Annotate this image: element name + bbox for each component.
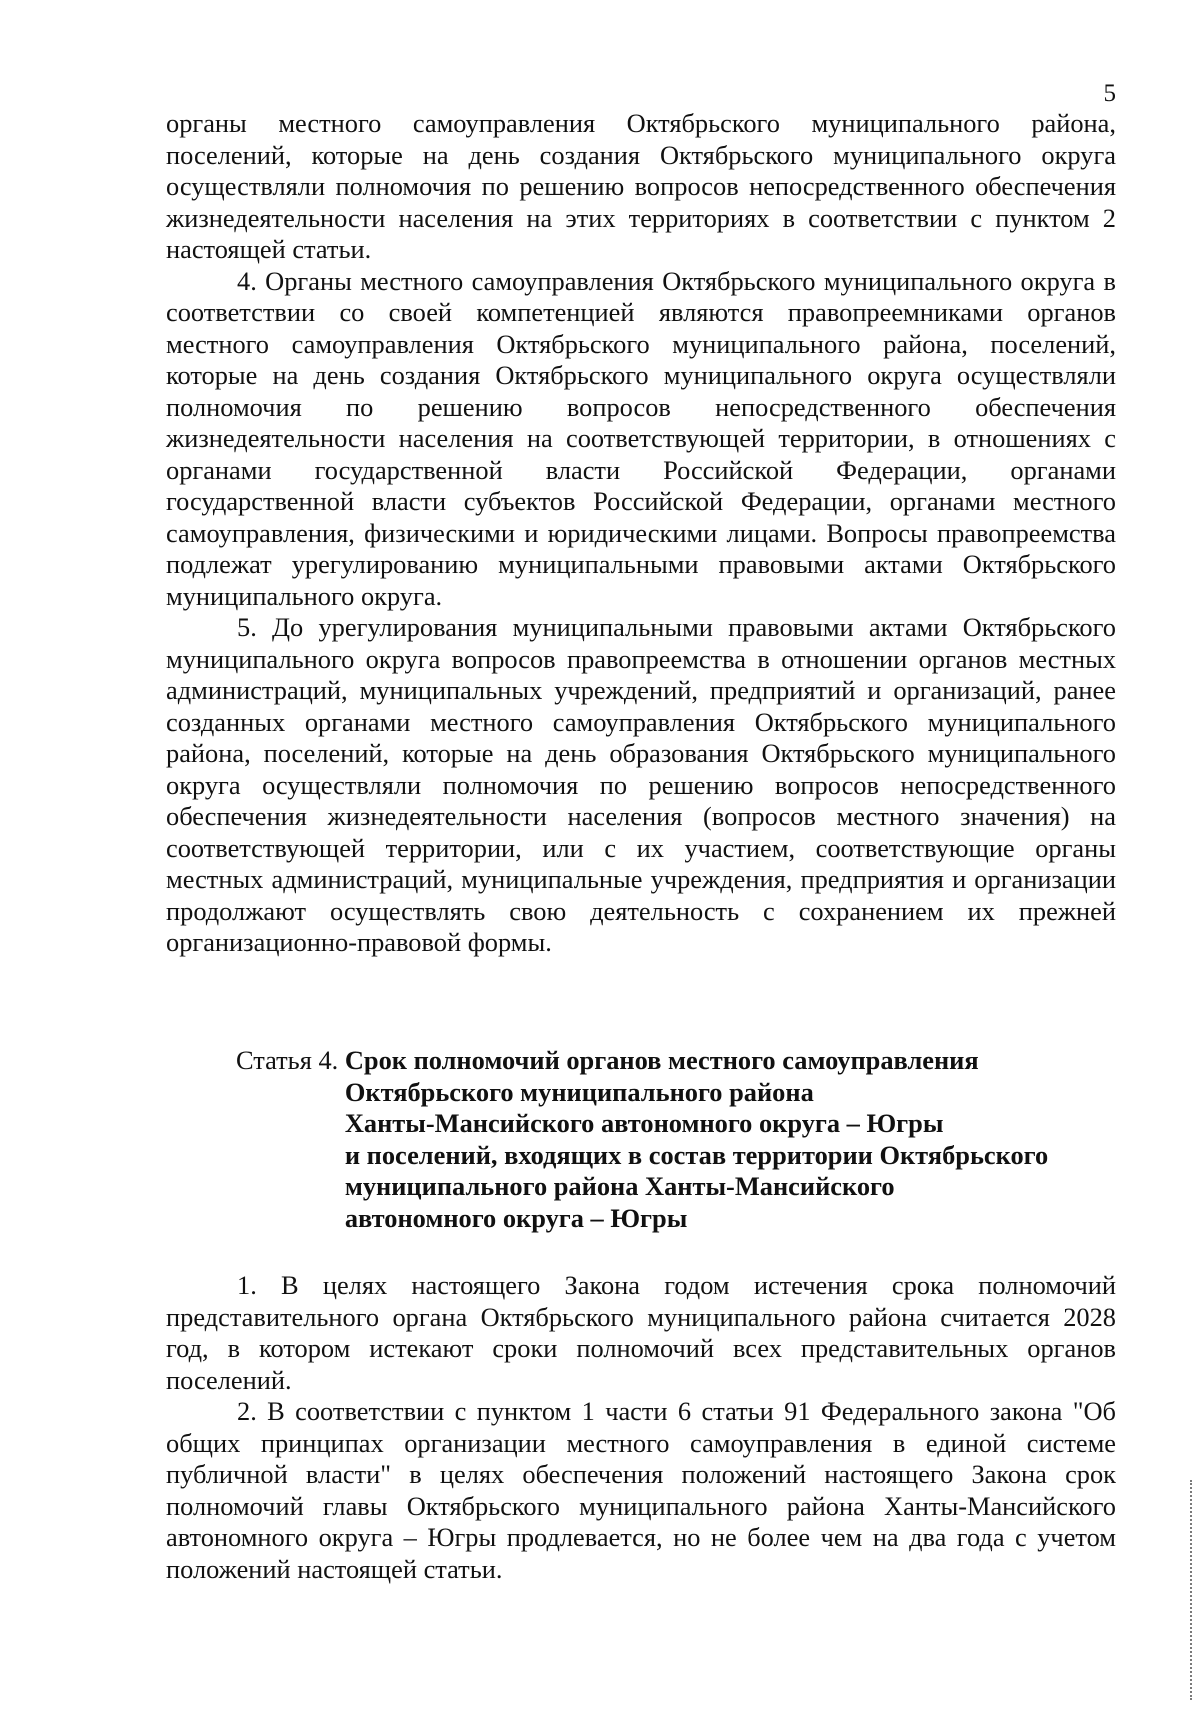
- article-4-title-line: и поселений, входящих в состав территории Октябрьского: [344, 1139, 1049, 1170]
- article-4-title-line: Октябрьского муниципального района: [344, 1076, 814, 1107]
- article-4-heading: [236, 1045, 1116, 1234]
- paragraph-4: 4. Органы местного самоуправления Октябрьского муниципального округа в соответствии со своей компетенцией являются правопреемниками органов местного самоуправления Октябрьского муниципального района, поселений, которые на день создания Октябрьского муниципального округа осуществляли полномочия по решению вопросов непосредственного обеспечения жизнедеятельности населения на соответствующей территории, в отношениях с органами государственной власти Российской Федерации, органами государственной власти субъектов Российской Федерации, органами местного самоуправления, физическими и юридическими лицами. Вопросы правопреемства подлежат урегулированию муниципальными правовыми актами Октябрьского муниципального округа.: [166, 265, 1116, 611]
- article-4-title: [345, 1045, 1116, 1234]
- article-4-body: [166, 1270, 1116, 1585]
- article-4-paragraph-2: 2. В соответствии с пунктом 1 части 6 статьи 91 Федерального закона "Об общих принципах организации местного самоуправления в единой системе публичной власти" в целях обеспечения положений настоящего Закона срок полномочий главы Октябрьского муниципального района Ханты-Мансийского автономного округа – Югры продлевается, но не более чем на два года с учетом положений настоящей статьи.: [166, 1396, 1116, 1584]
- article-3-continuation: [166, 108, 1116, 959]
- article-4-paragraph-1: 1. В целях настоящего Закона годом истечения срока полномочий представительного органа Октябрьского муниципального района считается 2028 год, в котором истекают сроки полномочий всех представительных органов поселений.: [166, 1270, 1116, 1395]
- scan-edge-marks: [1190, 1480, 1194, 1700]
- article-4-title-line: муниципального района Ханты-Мансийского: [344, 1171, 895, 1201]
- article-4-title-line: автономного округа – Югры: [344, 1202, 688, 1233]
- article-4-title-line: Ханты-Мансийского автономного округа – Югры: [344, 1108, 944, 1138]
- paragraph-5: 5. До урегулирования муниципальными правовыми актами Октябрьского муниципального округа вопросов правопреемства в отношении органов местных администраций, муниципальных учреждений, предприятий и организаций, ранее созданных органами местного самоуправления Октябрьского муниципального района, поселений, которые на день образования Октябрьского муниципального округа осуществляли полномочия по решению вопросов непосредственного обеспечения жизнедеятельности населения (вопросов местного значения) на соответствующей территории, или с их участием, соответствующие органы местных администраций, муниципальные учреждения, предприятия и организации продолжают осуществлять свою деятельность с сохранением их прежней организационно-правовой формы.: [166, 612, 1116, 957]
- paragraph-continuation: органы местного самоуправления Октябрьского муниципального района, поселений, которые на день создания Октябрьского муниципального округа осуществляли полномочия по решению вопросов непосредственного обеспечения жизнедеятельности населения на этих территориях в соответствии с пунктом 2 настоящей статьи.: [166, 108, 1116, 264]
- article-4-title-line: Срок полномочий органов местного самоуправления: [344, 1045, 979, 1075]
- page-number: 5: [1103, 80, 1116, 107]
- article-4-label: Статья 4.: [236, 1045, 345, 1075]
